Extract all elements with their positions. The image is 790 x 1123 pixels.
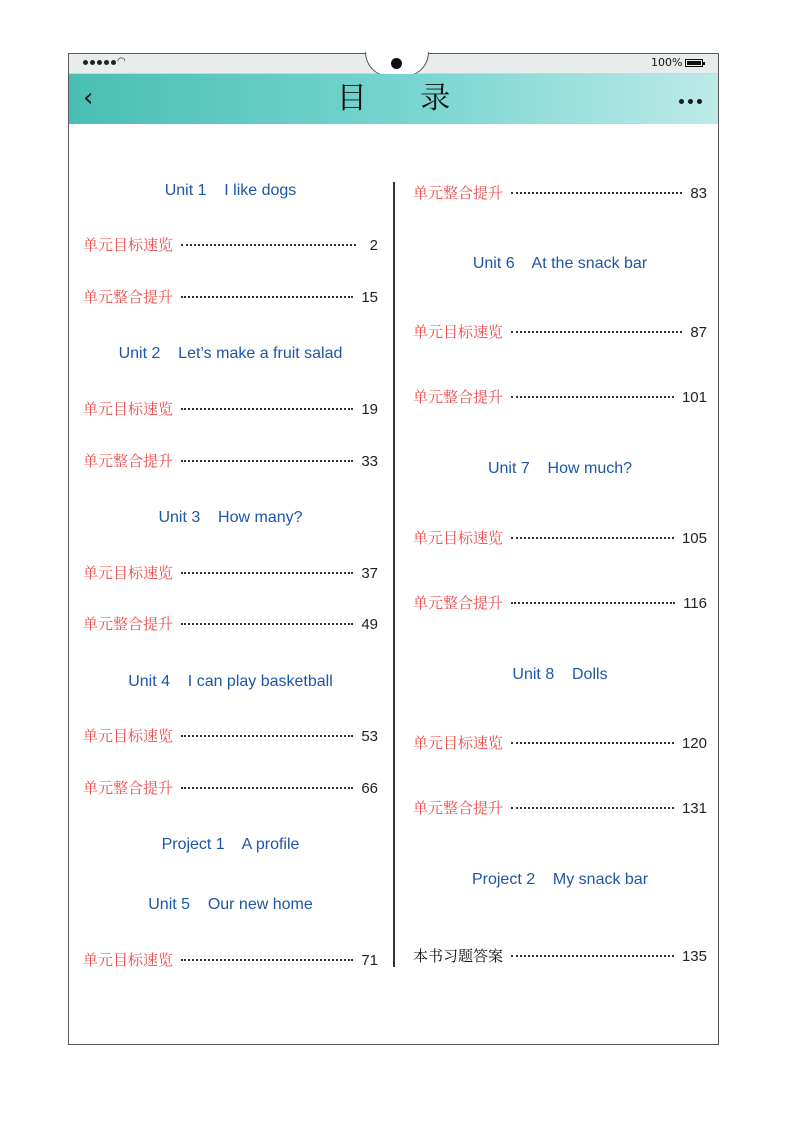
- toc-entry-label: 单元整合提升: [83, 779, 174, 797]
- toc-entry-page: 53: [361, 728, 378, 745]
- toc-entry-label: 单元目标速览: [83, 236, 174, 254]
- toc-entry-label: 单元目标速览: [83, 951, 174, 969]
- toc-entry-page: 33: [361, 453, 378, 470]
- toc-entry-label: 单元目标速览: [413, 323, 504, 341]
- toc-entry[interactable]: [83, 562, 378, 583]
- toc-entry[interactable]: [83, 450, 378, 471]
- toc-entry[interactable]: [413, 527, 707, 548]
- toc-entry-label: 单元目标速览: [83, 564, 174, 582]
- toc-entry[interactable]: [413, 945, 707, 966]
- toc-entry-label: 单元整合提升: [83, 288, 174, 306]
- toc-entry-page: 37: [361, 565, 378, 582]
- leader-dots: [181, 459, 353, 462]
- toc-entry-page: 116: [683, 595, 707, 612]
- toc-entry[interactable]: [83, 398, 378, 419]
- toc-unit-heading[interactable]: Unit 1 I like dogs: [164, 182, 297, 199]
- toc-entry-page: 83: [690, 185, 707, 202]
- toc-entry[interactable]: [83, 613, 378, 634]
- toc-entry-label: 本书习题答案: [413, 947, 504, 965]
- leader-dots: [511, 330, 682, 333]
- toc-entry-label: 单元目标速览: [83, 400, 174, 418]
- leader-dots: [181, 734, 353, 737]
- toc-entry[interactable]: [413, 321, 707, 342]
- toc-unit-heading[interactable]: Unit 2 Let’s make a fruit salad: [118, 345, 343, 362]
- column-divider: [393, 182, 395, 967]
- toc-project-heading[interactable]: Project 1 A profile: [161, 836, 300, 853]
- toc-right-column: [413, 0, 707, 1123]
- toc-entry-label: 单元整合提升: [413, 799, 504, 817]
- toc-entry[interactable]: [413, 386, 707, 407]
- leader-dots: [181, 243, 356, 246]
- toc-entry-page: 15: [361, 289, 378, 306]
- toc-entry[interactable]: [83, 234, 378, 255]
- camera-icon: [391, 58, 402, 69]
- leader-dots: [181, 786, 353, 789]
- battery-percent: 100%: [651, 56, 683, 69]
- page-title: 目 录: [336, 81, 473, 116]
- leader-dots: [181, 407, 353, 410]
- toc-entry-page: 131: [681, 800, 707, 817]
- leader-dots: [511, 395, 674, 398]
- toc-entry[interactable]: [83, 725, 378, 746]
- leader-dots: [511, 536, 674, 539]
- leader-dots: [181, 622, 353, 625]
- toc-entry[interactable]: [413, 732, 707, 753]
- toc-entry-page: 71: [361, 952, 378, 969]
- leader-dots: [511, 601, 675, 604]
- toc-unit-heading[interactable]: Unit 7 How much?: [487, 460, 633, 477]
- toc-entry-page: 49: [361, 616, 378, 633]
- toc-entry[interactable]: [83, 777, 378, 798]
- leader-dots: [511, 806, 674, 809]
- toc-entry-label: 单元整合提升: [413, 184, 504, 202]
- leader-dots: [181, 571, 353, 574]
- toc-entry[interactable]: [83, 286, 378, 307]
- leader-dots: [511, 191, 682, 194]
- toc-unit-heading[interactable]: Unit 3 How many?: [158, 509, 303, 526]
- toc-entry-label: 单元整合提升: [413, 388, 504, 406]
- leader-dots: [181, 958, 353, 961]
- toc-entry-label: 单元目标速览: [83, 727, 174, 745]
- toc-entry-page: 135: [681, 948, 707, 965]
- wifi-icon: ◠: [117, 56, 126, 67]
- leader-dots: [511, 954, 674, 957]
- toc-entry-label: 单元目标速览: [413, 734, 504, 752]
- toc-entry-label: 单元整合提升: [83, 452, 174, 470]
- toc-entry-page: 87: [690, 324, 707, 341]
- toc-entry[interactable]: [83, 949, 378, 970]
- toc-unit-heading[interactable]: Unit 5 Our new home: [148, 896, 313, 913]
- toc-entry-page: 19: [361, 401, 378, 418]
- leader-dots: [181, 295, 353, 298]
- toc-project-heading[interactable]: Project 2 My snack bar: [471, 871, 649, 888]
- toc-entry[interactable]: [413, 592, 707, 613]
- toc-entry-page: 101: [681, 389, 707, 406]
- toc-entry-page: 105: [681, 530, 707, 547]
- chevron-left-icon[interactable]: ‹: [83, 83, 94, 113]
- toc-entry-page: 66: [361, 780, 378, 797]
- toc-entry-page: 120: [681, 735, 707, 752]
- toc-entry-label: 单元目标速览: [413, 529, 504, 547]
- toc-entry-label: 单元整合提升: [83, 615, 174, 633]
- leader-dots: [511, 741, 674, 744]
- toc-left-column: [83, 0, 378, 1123]
- toc-entry-label: 单元整合提升: [413, 594, 504, 612]
- toc-entry[interactable]: [413, 797, 707, 818]
- toc-unit-heading[interactable]: Unit 4 I can play basketball: [128, 673, 333, 690]
- toc-entry-page: 2: [369, 237, 378, 254]
- toc-entry[interactable]: [413, 182, 707, 203]
- toc-unit-heading[interactable]: Unit 6 At the snack bar: [472, 255, 648, 272]
- toc-unit-heading[interactable]: Unit 8 Dolls: [512, 666, 608, 683]
